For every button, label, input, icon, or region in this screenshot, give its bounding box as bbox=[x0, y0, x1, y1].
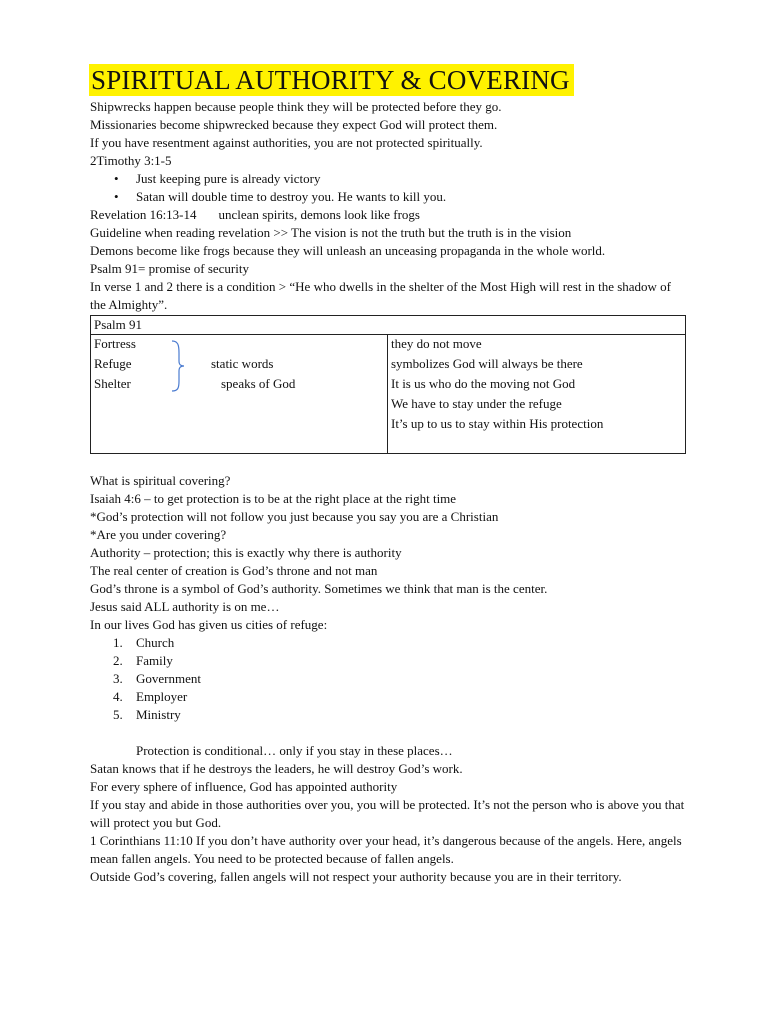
revelation-note: unclean spirits, demons look like frogs bbox=[218, 207, 420, 222]
covering-line: Isaiah 4:6 – to get protection is to be at the right place at the right time bbox=[90, 491, 457, 506]
body-line: Psalm 91= promise of security bbox=[90, 261, 249, 276]
revelation-line bbox=[90, 206, 690, 224]
intro-line: If you have resentment against authorities, you are not protected spiritually. bbox=[90, 135, 483, 150]
bullet-item: • Just keeping pure is already victory bbox=[136, 170, 690, 188]
list-item: 2. Family bbox=[113, 653, 173, 668]
table-note: We have to stay under the refuge bbox=[391, 396, 562, 411]
table-note: symbolizes God will always be there bbox=[391, 356, 583, 371]
body-line: Guideline when reading revelation >> The vision is not the truth but the truth is in the vision bbox=[90, 225, 572, 240]
psalm-word: Shelter bbox=[94, 376, 131, 391]
table-right-cell bbox=[388, 335, 686, 454]
covering-line: *Are you under covering? bbox=[90, 527, 227, 542]
table-header: Psalm 91 bbox=[91, 316, 686, 335]
document-title: SPIRITUAL AUTHORITY & COVERING bbox=[89, 64, 574, 96]
body-line: In verse 1 and 2 there is a condition > “He who dwells in the shelter of the Most High will rest in the shadow of the Almighty”. bbox=[90, 279, 672, 312]
table-left-cell bbox=[91, 335, 388, 454]
covering-line: In our lives God has given us cities of refuge: bbox=[90, 617, 328, 632]
intro-line: Missionaries become shipwrecked because they expect God will protect them. bbox=[90, 117, 498, 132]
list-item: 3. Government bbox=[113, 671, 201, 686]
closing-line: If you stay and abide in those authorities over you, you will be protected. It’s not the person who is above you that will protect you but God. bbox=[90, 797, 685, 830]
list-item: 5. Ministry bbox=[113, 707, 181, 722]
table-note: It is us who do the moving not God bbox=[391, 376, 576, 391]
list-item: 1. Church bbox=[113, 635, 175, 650]
psalm-word: Refuge bbox=[94, 356, 132, 371]
covering-line: *God’s protection will not follow you just because you say you are a Christian bbox=[90, 509, 499, 524]
body-line: Demons become like frogs because they will unleash an unceasing propaganda in the whole world. bbox=[90, 243, 606, 258]
cities-of-refuge-list bbox=[90, 634, 690, 724]
table-note: It’s up to us to stay within His protection bbox=[391, 416, 604, 431]
static-words-note: static words bbox=[211, 356, 274, 371]
table-note: they do not move bbox=[391, 336, 482, 351]
covering-line: God’s throne is a symbol of God’s authority. Sometimes we think that man is the center. bbox=[90, 581, 548, 596]
psalm-word: Fortress bbox=[94, 336, 136, 351]
bullet-list bbox=[90, 170, 690, 206]
covering-line: Authority – protection; this is exactly why there is authority bbox=[90, 545, 402, 560]
list-item: 4. Employer bbox=[113, 689, 188, 704]
covering-line: Jesus said ALL authority is on me… bbox=[90, 599, 280, 614]
closing-line: 1 Corinthians 11:10 If you don’t have authority over your head, it’s dangerous because of the angels. Here, angels mean fallen angels. You need to be protected because of fallen angels. bbox=[90, 833, 682, 866]
speaks-of-god-note: speaks of God bbox=[221, 376, 296, 391]
covering-line: The real center of creation is God’s throne and not man bbox=[90, 563, 378, 578]
conditional-note: Protection is conditional… only if you stay in these places… bbox=[136, 743, 453, 758]
closing-line: Outside God’s covering, fallen angels will not respect your authority because you are in their territory. bbox=[90, 869, 622, 884]
psalm-91-table bbox=[90, 315, 686, 454]
covering-line: What is spiritual covering? bbox=[90, 473, 231, 488]
scripture-reference: 2Timothy 3:1-5 bbox=[90, 153, 172, 168]
document-page bbox=[90, 64, 690, 886]
closing-line: Satan knows that if he destroys the leaders, he will destroy God’s work. bbox=[90, 761, 463, 776]
bullet-item: • Satan will double time to destroy you. He wants to kill you. bbox=[136, 188, 690, 206]
closing-line: For every sphere of influence, God has appointed authority bbox=[90, 779, 398, 794]
intro-line: Shipwrecks happen because people think they will be protected before they go. bbox=[90, 99, 502, 114]
revelation-reference: Revelation 16:13-14 bbox=[90, 207, 197, 222]
